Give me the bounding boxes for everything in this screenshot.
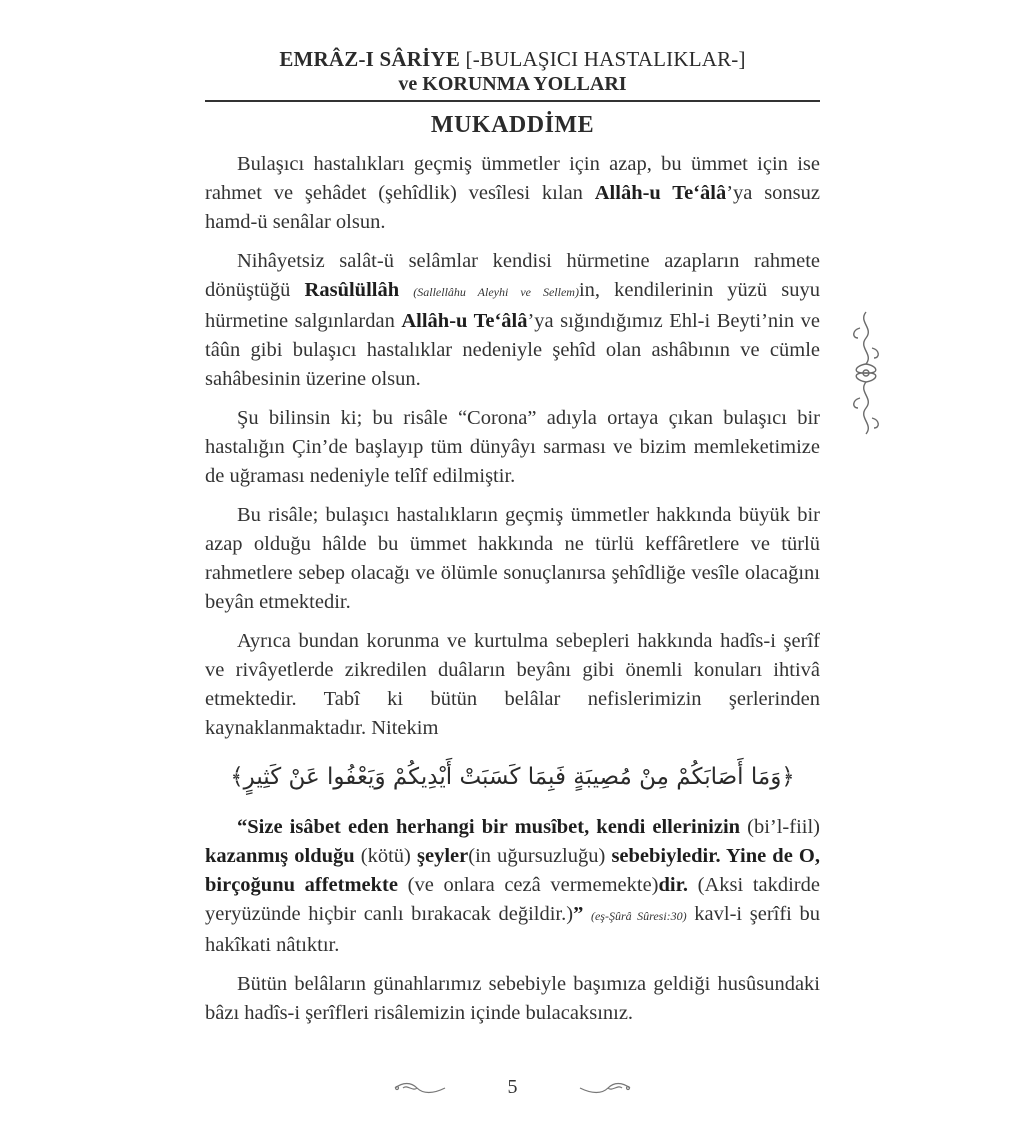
paragraph-4 bbox=[205, 501, 820, 617]
text-run: (kötü) bbox=[354, 845, 418, 867]
text-run bbox=[583, 903, 591, 925]
bold-text: ” bbox=[573, 903, 584, 925]
text-run: (Aksi takdirde yeryüzünde hiçbir canlı bırakacak değildir.) bbox=[205, 874, 820, 925]
header-rule bbox=[205, 100, 820, 102]
citation-text: (eş-Şûrâ Sûresi:30) bbox=[590, 909, 687, 923]
text-run: in, kendilerinin yüzü suyu hürmetine salgınlardan bbox=[205, 279, 820, 332]
verse-translation bbox=[205, 813, 820, 960]
bold-text: dir. bbox=[658, 874, 688, 896]
body-text bbox=[205, 150, 820, 1038]
bold-text: “Size isâbet eden herhangi bir musîbet, kendi ellerinizin bbox=[237, 816, 741, 838]
text-run: Nihâyetsiz salât-ü selâmlar kendisi hürmetine azapların rahmete dönüştüğü bbox=[205, 250, 820, 301]
closing-paragraph bbox=[205, 970, 820, 1028]
text-run: Ayrıca bundan korunma ve kurtulma sebepleri hakkında hadîs-i şerîf ve rivâyetlerde zikredilen duâların beyânı gibi önemli konuları ihtivâ etmektedir. Tabî ki bütün belâlar nefislerimizin şerlerinden kaynaklanmaktadır. Nitekim bbox=[205, 630, 820, 739]
text-run: ’ya sığındığımız Ehl-i Beyti’nin ve tâûn gibi bulaşıcı hastalıklar nedeniyle şehîd olan ashâbının ve cümle sahâbesinin üzerine olsun. bbox=[205, 310, 820, 390]
text-run: ’ya sonsuz hamd-ü senâlar olsun. bbox=[205, 182, 821, 233]
paragraph-1 bbox=[205, 150, 820, 237]
text-run: kavl-i şerîfi bu hakîkati nâtıktır. bbox=[205, 903, 821, 956]
text-run: (bi’l-fiil) bbox=[740, 816, 820, 838]
text-run: Bütün belâların günahlarımız sebebiyle başımıza geldiği husûsundaki bâzı hadîs-i şerîfleri risâlemizin içinde bulacaksınız. bbox=[205, 973, 820, 1024]
paragraph-3 bbox=[205, 404, 820, 491]
text-run: (ve onlara cezâ vermemekte) bbox=[397, 874, 659, 896]
page-footer bbox=[205, 1074, 820, 1104]
page-number: 5 bbox=[507, 1076, 518, 1098]
arabic-verse: ﴿وَمَا أَصَابَكُمْ مِنْ مُصِيبَةٍ فَبِمَا كَسَبَتْ أَيْدِيكُمْ وَيَعْفُوا عَنْ كَثِيرٍ﴾ bbox=[230, 764, 795, 790]
text-run: (in uğursuzluğu) bbox=[468, 845, 612, 867]
chapter-title: MUKADDİME bbox=[430, 112, 595, 138]
bold-text: Allâh-u Te‘âlâ bbox=[401, 310, 528, 332]
header-line-1 bbox=[205, 46, 820, 72]
paragraph-2 bbox=[205, 247, 820, 394]
header-title-subtitle: [-BULAŞICI HASTALIKLAR-] bbox=[460, 47, 746, 71]
footer-ornament-right-icon bbox=[578, 1080, 632, 1096]
text-run: Bu risâle; bulaşıcı hastalıkların geçmiş ümmetler hakkında büyük bir azap olduğu hâlde bu ümmet hakkında ne türlü keffâretlere ve türlü rahmetlere sebep olacağı ve ölümle sonuçlanırsa şehîdliğe vesîle olacağını beyân etmektedir. bbox=[205, 504, 820, 613]
header-line-2: ve KORUNMA YOLLARI bbox=[398, 73, 627, 95]
bold-text: sebebiyledir. Yine de O, birçoğunu affetmekte bbox=[205, 845, 820, 896]
bold-text: Rasûlüllâh bbox=[304, 279, 400, 301]
bold-text: Allâh-u Te‘âlâ bbox=[594, 182, 727, 204]
citation-text: (Sallellâhu Aleyhi ve Sellem) bbox=[413, 285, 579, 299]
text-run bbox=[399, 279, 413, 301]
bold-text: kazanmış olduğu bbox=[205, 845, 355, 867]
text-run: Bulaşıcı hastalıkları geçmiş ümmetler için azap, bu ümmet için ise rahmet ve şehâdet (şehîdlik) vesîlesi kılan bbox=[205, 153, 820, 204]
header-title-bold: EMRÂZ-I SÂRİYE bbox=[279, 47, 461, 71]
text-run: Şu bilinsin ki; bu risâle “Corona” adıyla ortaya çıkan bulaşıcı bir hastalığın Çin’de başlayıp tüm dünyâyı sarması ve bizim memleketimize de uğraması nedeniyle telîf edilmiştir. bbox=[205, 407, 820, 487]
bold-text: şeyler bbox=[417, 845, 469, 867]
side-ornament-icon bbox=[846, 308, 886, 438]
running-header bbox=[205, 46, 820, 96]
paragraph-5 bbox=[205, 627, 820, 743]
